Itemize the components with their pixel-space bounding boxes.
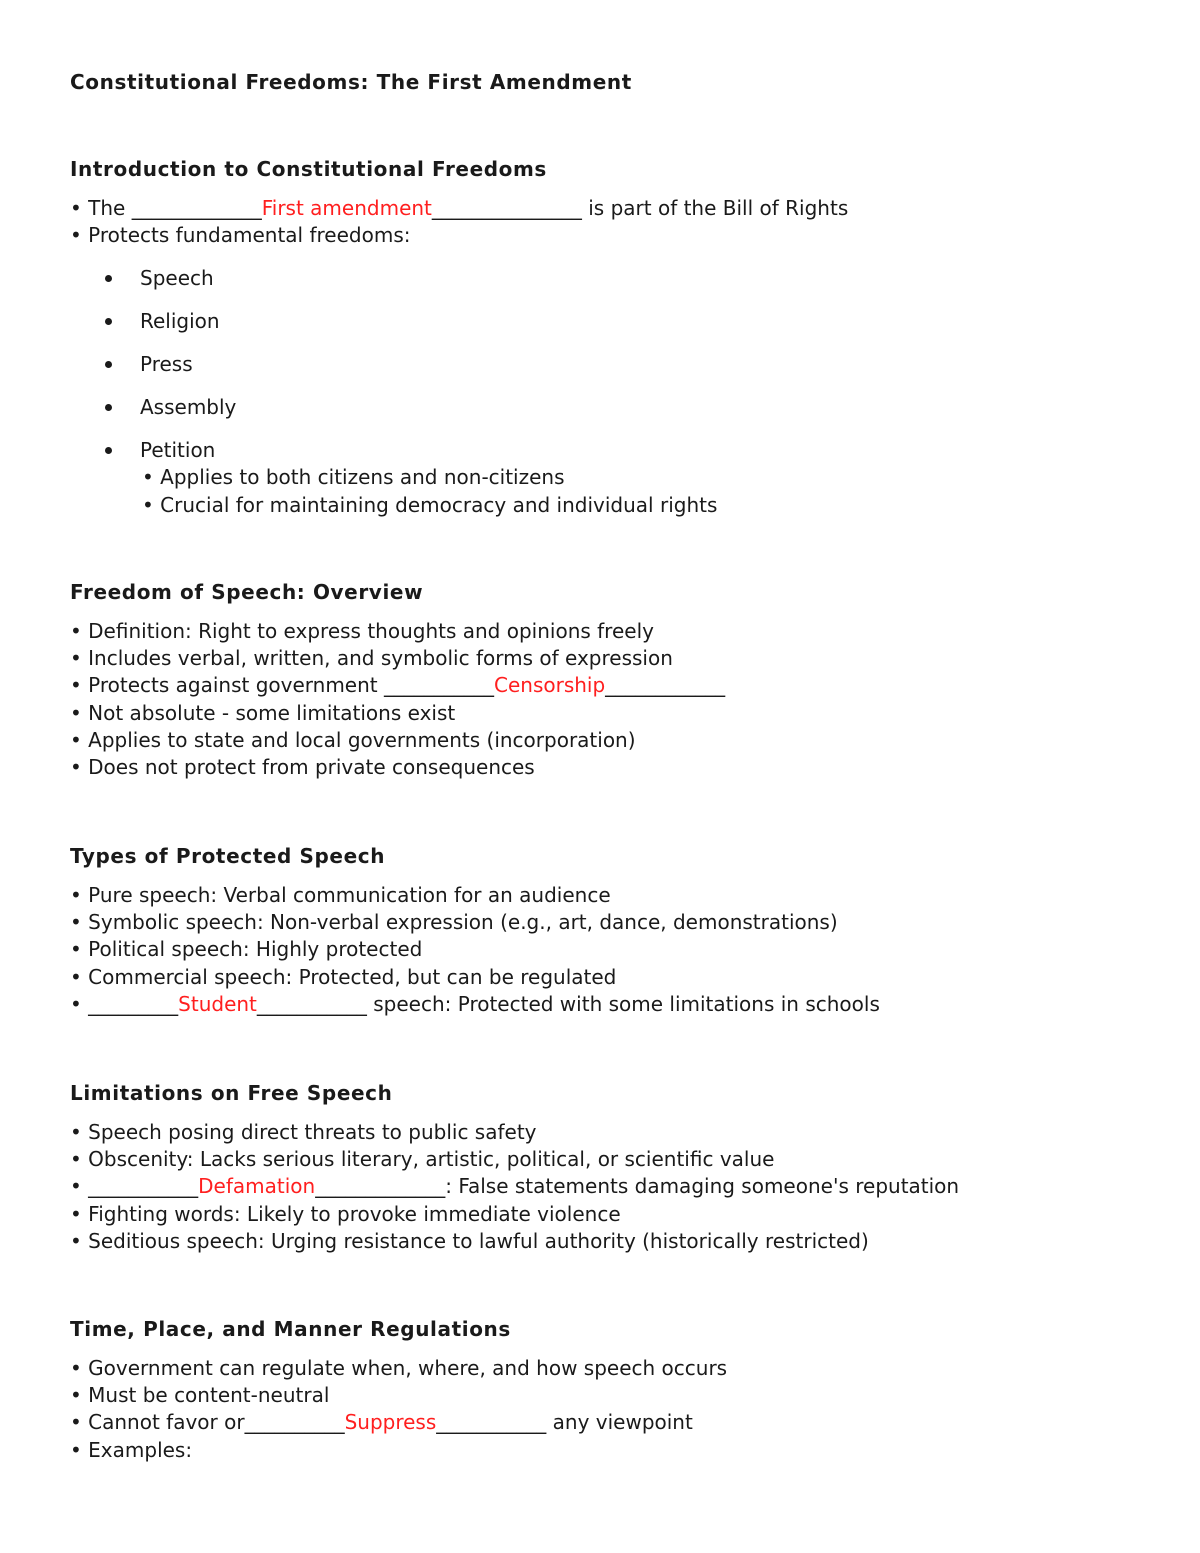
nested-list-item bbox=[70, 492, 1150, 519]
line-text: any viewpoint bbox=[546, 1410, 693, 1435]
freedom-label: Petition bbox=[140, 438, 216, 463]
blank-left: __________ bbox=[244, 1410, 345, 1435]
list-item-text: Speech posing direct threats to public safety bbox=[88, 1120, 537, 1144]
blank-left: ___________ bbox=[384, 673, 494, 698]
blank-right: ____________ bbox=[605, 673, 726, 698]
list-item-text: Crucial for maintaining democracy and individual rights bbox=[160, 492, 718, 517]
blank-right: _______________ bbox=[431, 196, 582, 220]
nested-list bbox=[70, 464, 1150, 518]
bullet: • bbox=[70, 1201, 82, 1226]
line-text: Cannot favor or bbox=[88, 1410, 245, 1435]
freedom-item bbox=[70, 350, 1150, 393]
bullet: • bbox=[70, 1147, 82, 1172]
list-item bbox=[70, 754, 1150, 781]
list-item bbox=[70, 222, 1150, 249]
line-text: Protects against government bbox=[88, 673, 384, 698]
list-item bbox=[70, 1355, 1150, 1382]
list-item bbox=[70, 1146, 1150, 1173]
list-item-text: Government can regulate when, where, and how speech occurs bbox=[88, 1356, 728, 1380]
bullet: • bbox=[70, 673, 82, 698]
bullet: • bbox=[70, 754, 82, 779]
blank-left: _________ bbox=[88, 991, 179, 1016]
bullet: • bbox=[70, 1437, 82, 1462]
bullet: • bbox=[70, 1120, 82, 1144]
bullet: • bbox=[70, 1383, 82, 1408]
line-text: is part of the Bill of Rights bbox=[581, 196, 849, 220]
bullet-dot bbox=[105, 318, 112, 325]
list-item bbox=[70, 1201, 1150, 1228]
list-item-text: Does not protect from private consequences bbox=[88, 754, 535, 779]
section-introduction bbox=[70, 154, 1150, 519]
list-item-text: Must be content-neutral bbox=[88, 1383, 330, 1408]
section-heading: Limitations on Free Speech bbox=[70, 1081, 393, 1105]
list-item bbox=[70, 909, 1150, 936]
list-item-text: Includes verbal, written, and symbolic forms of expression bbox=[88, 646, 673, 671]
list-item-text: Obscenity: Lacks serious literary, artistic, political, or scientific value bbox=[88, 1147, 775, 1172]
blank-left: _____________ bbox=[131, 196, 262, 220]
bullet: • bbox=[70, 700, 82, 725]
section-limitations bbox=[70, 1078, 1150, 1255]
blank-right: ___________ bbox=[436, 1410, 547, 1435]
list-item-text: Political speech: Highly protected bbox=[88, 937, 423, 962]
answer-text: Suppress bbox=[344, 1410, 437, 1435]
bullet: • bbox=[70, 910, 82, 935]
section-heading: Time, Place, and Manner Regulations bbox=[70, 1317, 511, 1341]
bullet: • bbox=[142, 465, 154, 490]
list-item-text: Applies to state and local governments (incorporation) bbox=[88, 727, 636, 752]
list-item-text: Applies to both citizens and non-citizens bbox=[160, 465, 565, 490]
list-item bbox=[70, 1437, 1150, 1464]
bullet: • bbox=[70, 964, 82, 989]
line-text: speech: Protected with some limitations in schools bbox=[366, 991, 880, 1016]
list-item-text: Definition: Right to express thoughts and opinions freely bbox=[88, 619, 654, 643]
fill-in-line bbox=[70, 195, 1150, 222]
blank-right: _____________ bbox=[315, 1174, 446, 1199]
list-item-text: Protects fundamental freedoms: bbox=[88, 223, 411, 248]
bullet: • bbox=[70, 1356, 82, 1380]
list-item bbox=[70, 1119, 1150, 1146]
section-heading: Introduction to Constitutional Freedoms bbox=[70, 157, 547, 181]
document-title: Constitutional Freedoms: The First Amendment bbox=[70, 70, 632, 94]
bullet: • bbox=[70, 196, 82, 220]
nested-list-item bbox=[70, 464, 1150, 491]
bullet: • bbox=[70, 727, 82, 752]
bullet: • bbox=[70, 223, 82, 248]
bullet: • bbox=[70, 646, 82, 671]
fill-in-line bbox=[70, 1409, 1150, 1436]
section-time-place-manner bbox=[70, 1314, 1150, 1464]
list-item bbox=[70, 964, 1150, 991]
list-item bbox=[70, 645, 1150, 672]
list-item-text: Symbolic speech: Non-verbal expression (e.g., art, dance, demonstrations) bbox=[88, 910, 838, 935]
bullet: • bbox=[70, 883, 82, 907]
bullet: • bbox=[70, 1410, 82, 1435]
bullet-dot bbox=[105, 275, 112, 282]
bullet: • bbox=[70, 1228, 82, 1253]
answer-text: Student bbox=[178, 991, 257, 1016]
bullet-dot bbox=[105, 447, 112, 454]
section-heading: Types of Protected Speech bbox=[70, 844, 386, 868]
answer-text: Censorship bbox=[494, 673, 606, 698]
freedom-label: Religion bbox=[140, 309, 220, 334]
section-types-of-protected-speech bbox=[70, 841, 1150, 1018]
fill-in-line bbox=[70, 991, 1150, 1018]
fill-in-line bbox=[70, 672, 1150, 699]
answer-text: First amendment bbox=[261, 196, 432, 220]
bullet: • bbox=[70, 619, 82, 643]
list-item bbox=[70, 618, 1150, 645]
list-item-text: Commercial speech: Protected, but can be regulated bbox=[88, 964, 617, 989]
list-item bbox=[70, 936, 1150, 963]
list-item-text: Not absolute - some limitations exist bbox=[88, 700, 456, 725]
freedom-label: Speech bbox=[140, 266, 214, 291]
bullet-dot bbox=[105, 404, 112, 411]
list-item-text: Pure speech: Verbal communication for an audience bbox=[88, 883, 611, 907]
list-item-text: Examples: bbox=[88, 1437, 193, 1462]
freedom-item bbox=[70, 264, 1150, 307]
list-item bbox=[70, 1228, 1150, 1255]
freedom-item bbox=[70, 307, 1150, 350]
list-item bbox=[70, 727, 1150, 754]
blank-left: ___________ bbox=[88, 1174, 199, 1199]
list-item bbox=[70, 700, 1150, 727]
line-text: The bbox=[88, 196, 132, 220]
freedom-item bbox=[70, 393, 1150, 436]
list-item bbox=[70, 882, 1150, 909]
section-freedom-of-speech bbox=[70, 577, 1150, 781]
bullet: • bbox=[142, 492, 154, 517]
blank-right: ___________ bbox=[256, 991, 367, 1016]
freedom-label: Assembly bbox=[140, 395, 237, 420]
freedom-label: Press bbox=[140, 352, 193, 377]
bullet: • bbox=[70, 937, 82, 962]
section-heading: Freedom of Speech: Overview bbox=[70, 580, 424, 604]
bullet-dot bbox=[105, 361, 112, 368]
answer-text: Defamation bbox=[198, 1174, 316, 1199]
freedoms-list bbox=[70, 264, 1150, 479]
list-item-text: Seditious speech: Urging resistance to lawful authority (historically restricted) bbox=[88, 1228, 869, 1253]
bullet: • bbox=[70, 1174, 82, 1199]
list-item-text: Fighting words: Likely to provoke immediate violence bbox=[88, 1201, 621, 1226]
list-item bbox=[70, 1382, 1150, 1409]
fill-in-line bbox=[70, 1173, 1150, 1200]
bullet: • bbox=[70, 991, 82, 1016]
line-text: : False statements damaging someone's reputation bbox=[445, 1174, 960, 1199]
